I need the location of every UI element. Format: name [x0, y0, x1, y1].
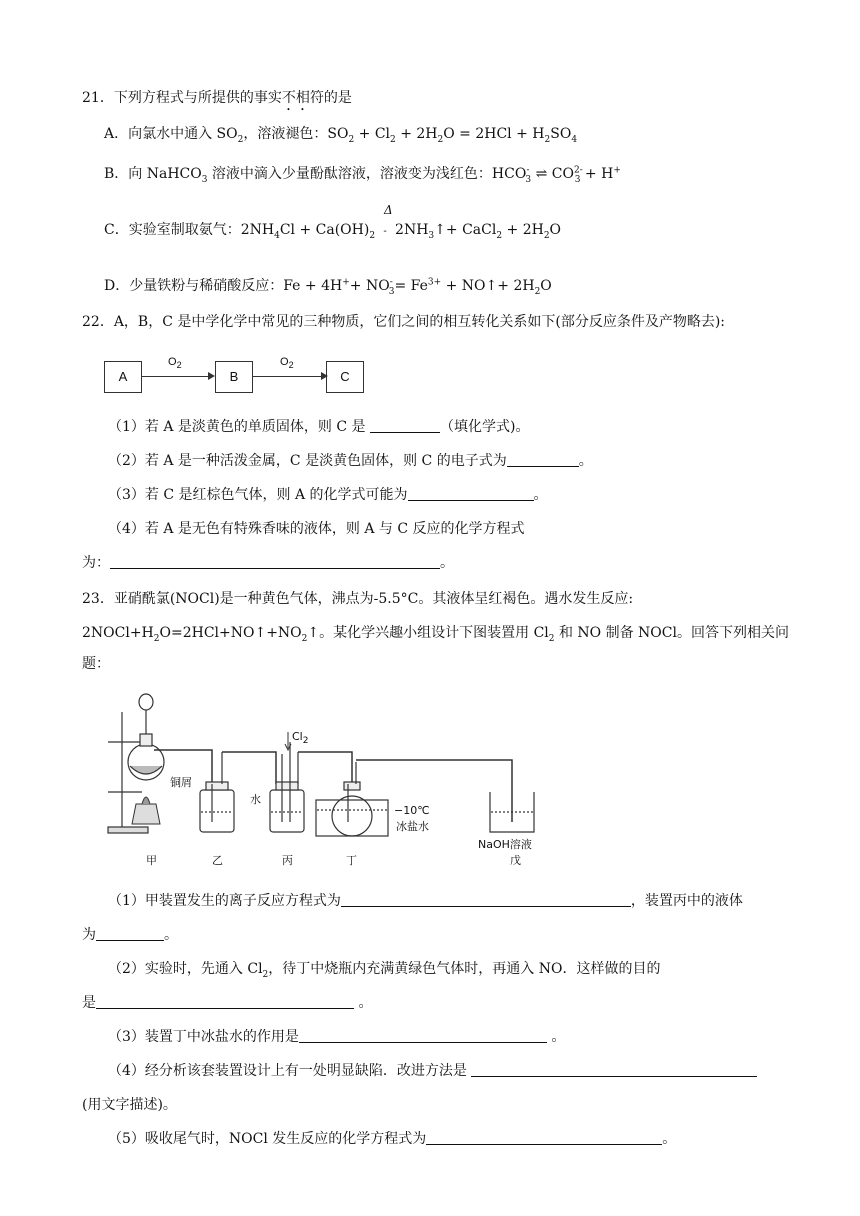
q21-stem: 21．下列方程式与所提供的事实不相符的是: [82, 90, 352, 106]
q23-part1: （1）甲装置发生的离子反应方程式为 ，装置丙中的液体: [108, 893, 743, 909]
label-yi: 乙: [212, 854, 223, 867]
q21-option-c: C．实验室制取氨气：$2NH_4Cl + Ca(OH)_2$ - $2NH_3↑+$ CaCl$_2$ + $2H_2O$: [104, 222, 562, 241]
answer-blank[interactable]: [370, 418, 440, 433]
q21-option-d: D．少量铁粉与稀硝酸反应：$Fe + 4H^++ NO^-_3= Fe^{3+}$ + NO↑+ $2H_2O$: [104, 277, 552, 297]
q22-part2: （2）若 A 是一种活泼金属，C 是淡黄色固体，则 C 的电子式为 。: [108, 453, 593, 469]
q21-option-a: A．向氯水中通入 $SO_2$，溶液褪色：$SO_2 + Cl_2 + 2H_2O = 2HCl + H_2SO_4$: [104, 126, 578, 145]
answer-blank[interactable]: [96, 994, 354, 1009]
box-a: A: [104, 361, 142, 393]
copper-label: 铜屑: [170, 776, 192, 789]
water-label: 水: [250, 793, 261, 806]
apparatus-diagram: [100, 682, 550, 857]
arrow1-label: $O_2$: [168, 356, 182, 371]
distilling-flask: [128, 694, 164, 780]
arrow1-head: [208, 372, 215, 380]
label-ding: 丁: [346, 854, 357, 867]
q21-heat-condition: Δ: [384, 203, 393, 217]
cl2-label: $Cl_2$: [292, 730, 309, 747]
q23-stem-line1: 23．亚硝酰氯(NOCl)是一种黄色气体，沸点为-5.5°C。其液体呈红褐色。遇水发生反应:: [82, 591, 634, 607]
label-jia: 甲: [146, 854, 157, 867]
box-b: B: [215, 361, 253, 393]
wash-bottle-yi: [200, 752, 234, 832]
q22-part4-line2: 为： 。: [82, 555, 454, 571]
answer-blank[interactable]: [341, 892, 631, 907]
answer-blank[interactable]: [408, 486, 534, 501]
box-c: C: [326, 361, 364, 393]
answer-blank[interactable]: [507, 452, 579, 467]
q22-part4: （4）若 A 是无色有特殊香味的液体，则 A 与 C 反应的化学方程式: [108, 521, 525, 537]
q23-part5: （5）吸收尾气时，NOCl 发生反应的化学方程式为 。: [108, 1131, 677, 1147]
label-wu: 戊: [510, 854, 521, 867]
q23-part4: （4）经分析该套装置设计上有一处明显缺陷．改进方法是: [108, 1062, 757, 1080]
q23-part3: （3）装置丁中冰盐水的作用是 。: [108, 1029, 566, 1045]
naoh-label: NaOH溶液: [478, 838, 532, 851]
q23-part2-line2: 是 。: [82, 995, 373, 1011]
heat-equals-sign: -: [383, 226, 387, 237]
q23-part2: （2）实验时，先通入 $Cl_2$，待丁中烧瓶内充满黄绿色气体时，再通入 NO．这样做的目的: [108, 961, 661, 980]
equilibrium-arrow: ⇌: [535, 166, 548, 182]
q23-part1-line2: 为 。: [82, 927, 178, 943]
q21-option-b: B．向 NaHCO$_3$ 溶液中滴入少量酚酞溶液，溶液变为浅红色：$HCO^-_3$ ⇌ $CO^{2-}_3 + H^+$: [104, 165, 621, 185]
q22-part1: （1）若 A 是淡黄色的单质固体，则 C 是 （填化学式)。: [108, 419, 530, 435]
answer-blank[interactable]: [426, 1130, 662, 1145]
q23-part4-line2: (用文字描述)。: [82, 1097, 177, 1113]
answer-blank[interactable]: [299, 1028, 547, 1043]
label-bing: 丙: [282, 854, 293, 867]
answer-blank[interactable]: [110, 554, 440, 569]
arrow2-label: $O_2$: [280, 356, 294, 371]
alcohol-lamp: [132, 797, 160, 824]
arrow2-line: [252, 376, 322, 377]
q23-stem-line3: 题：: [82, 656, 110, 672]
q23-stem-line2: $2NOCl+H_2O=2HCl+NO↑+NO_2↑$。某化学兴趣小组设计下图装置用 $Cl_2$ 和 NO 制备 NOCl。回答下列相关问: [82, 625, 789, 644]
arrow1-line: [141, 376, 209, 377]
q22-part3: （3）若 C 是红棕色气体，则 A 的化学式可能为 。: [108, 487, 548, 503]
ice-salt-label: 冰盐水: [396, 820, 429, 833]
answer-blank[interactable]: [96, 926, 164, 941]
answer-blank[interactable]: [471, 1062, 757, 1077]
wash-bottle-bing: [270, 742, 304, 832]
q22-stem: 22．A，B，C 是中学化学中常见的三种物质，它们之间的相互转化关系如下(部分反应条件及产物略去):: [82, 314, 726, 330]
temp-label: −10℃: [394, 804, 430, 817]
